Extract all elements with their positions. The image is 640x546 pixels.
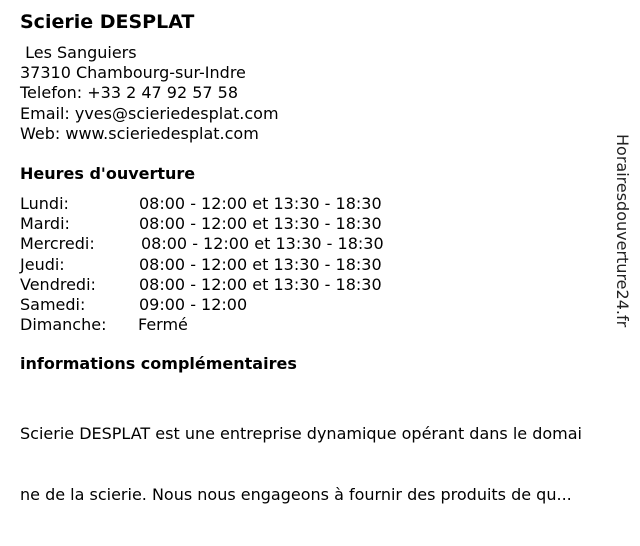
hours-table <box>20 194 440 335</box>
info-description-line: ne de la scierie. Nous nous engageons à fournir des produits de qu... <box>20 485 572 505</box>
hours-row-samedi <box>20 295 440 315</box>
address-city: 37310 Chambourg-sur-Indre <box>20 63 246 83</box>
hours-time: 08:00 - 12:00 et 13:30 - 18:30 <box>139 214 382 234</box>
info-heading: informations complémentaires <box>20 354 297 373</box>
hours-row-dimanche <box>20 315 440 335</box>
watermark <box>610 134 634 344</box>
info-description <box>20 384 632 546</box>
hours-row-jeudi <box>20 255 440 275</box>
business-name: Scierie DESPLAT <box>20 11 195 33</box>
address-block <box>20 43 279 144</box>
address-web: Web: www.scieriedesplat.com <box>20 123 259 143</box>
hours-heading: Heures d'ouverture <box>20 164 196 183</box>
hours-time: 08:00 - 12:00 et 13:30 - 18:30 <box>139 254 382 274</box>
hours-day: Lundi: <box>20 194 69 213</box>
hours-row-vendredi <box>20 275 440 295</box>
hours-time: 08:00 - 12:00 et 13:30 - 18:30 <box>139 274 382 294</box>
hours-row-mardi <box>20 214 440 234</box>
hours-day: Mercredi: <box>20 234 95 254</box>
hours-day: Jeudi: <box>20 254 65 274</box>
address-phone: Telefon: +33 2 47 92 57 58 <box>20 83 239 103</box>
hours-time: 08:00 - 12:00 et 13:30 - 18:30 <box>141 234 384 254</box>
hours-day: Vendredi: <box>20 274 96 294</box>
address-email: Email: yves@scieriedesplat.com <box>20 103 279 123</box>
hours-time: 08:00 - 12:00 et 13:30 - 18:30 <box>139 194 382 213</box>
hours-time: 09:00 - 12:00 <box>139 294 248 314</box>
address-street: Les Sanguiers <box>20 43 137 62</box>
info-description-line: Scierie DESPLAT est une entreprise dynamique opérant dans le domai <box>20 424 582 444</box>
hours-row-lundi <box>20 194 440 214</box>
hours-day: Samedi: <box>20 294 86 314</box>
hours-day: Mardi: <box>20 214 70 234</box>
hours-row-mercredi <box>20 234 440 254</box>
hours-day: Dimanche: <box>20 315 107 335</box>
watermark-text: Horairesdouverture24.fr <box>613 134 632 328</box>
hours-time: Fermé <box>138 315 188 335</box>
